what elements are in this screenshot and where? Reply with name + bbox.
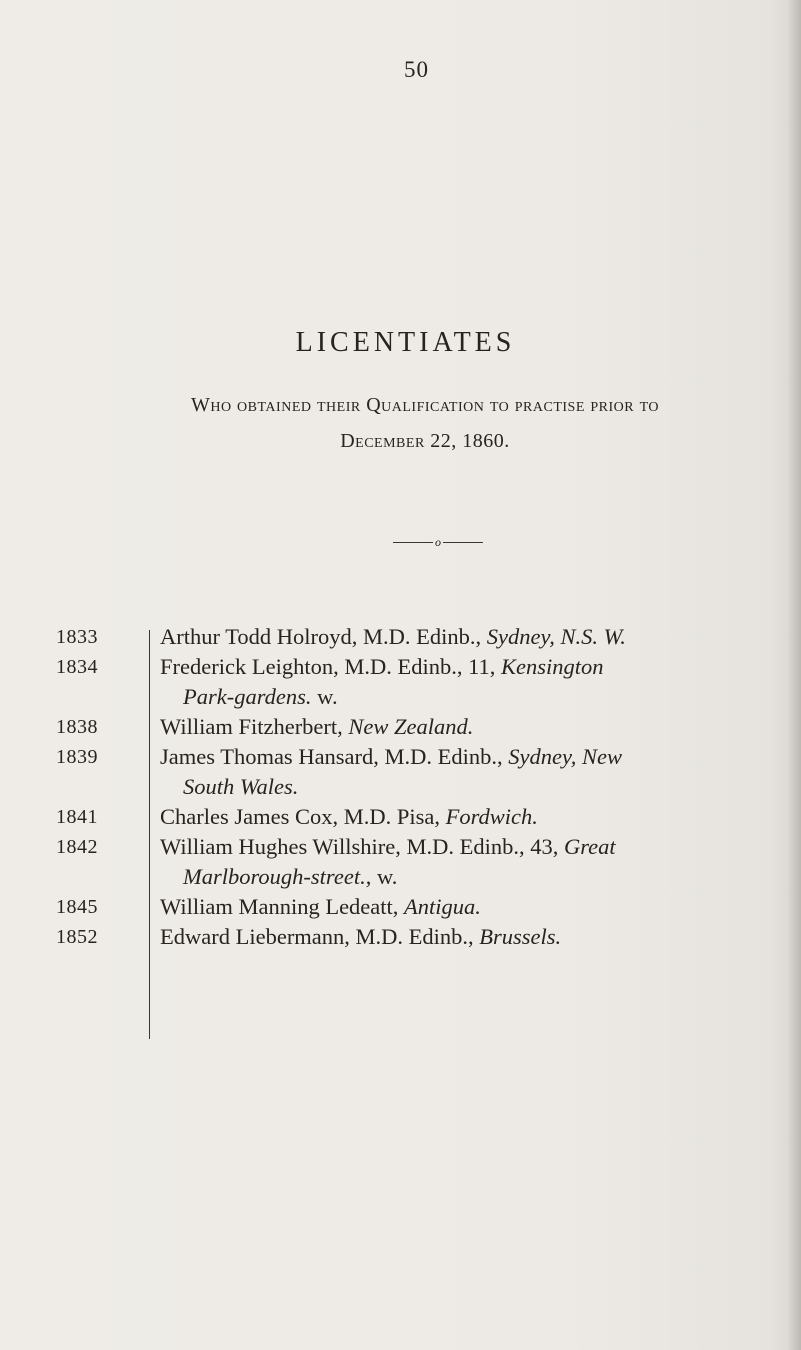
entry-place-cont: South Wales. [183,774,299,799]
entry-year: 1852 [56,926,98,948]
list-item [160,622,626,652]
list-item [160,892,481,922]
list-item [160,832,616,862]
page-number: 50 [404,57,429,82]
entry-year: 1842 [56,836,98,858]
entry-name: William Fitzherbert, [160,714,343,739]
list-item [160,922,561,952]
page-edge-shadow [787,0,801,1350]
entry-year: 1838 [56,716,98,738]
subtitle [90,387,760,459]
entry-name: Edward Liebermann, M.D. Edinb., [160,924,474,949]
list-item [160,742,622,772]
entry-year: 1839 [56,746,98,768]
entry-name: William Manning Ledeatt, [160,894,399,919]
entry-place-cont: Marlborough-street. [183,864,366,889]
entry-place: Brussels. [479,924,562,949]
entry-year: 1834 [56,656,98,678]
ornament-rule-left [393,542,433,543]
entry-name: Arthur Todd Holroyd, M.D. Edinb., [160,624,482,649]
list-item-continuation [183,862,397,892]
entry-place: Fordwich. [445,804,538,829]
list-item-continuation [183,682,338,712]
entry-name: Frederick Leighton, M.D. Edinb., 11, [160,654,496,679]
list-item [160,712,473,742]
entry-tail: , w. [365,864,398,889]
subtitle-line-2: December 22, 1860. [340,430,510,452]
list-item-continuation [183,772,298,802]
ornament-glyph: o [435,535,441,549]
page-title: LICENTIATES [295,327,516,358]
entry-place: Sydney, N.S. W. [486,624,626,649]
entry-place: Kensington [500,654,604,679]
entry-year: 1841 [56,806,98,828]
entry-year: 1833 [56,626,98,648]
column-divider [149,630,150,1039]
entry-place: Sydney, New [508,744,623,769]
entry-year: 1845 [56,896,98,918]
entry-place: Great [564,834,616,859]
entry-tail: w. [311,684,338,709]
entry-name: James Thomas Hansard, M.D. Edinb., [160,744,503,769]
subtitle-line-1: Who obtained their Qualification to practise prior to [190,394,660,416]
section-ornament [393,536,483,548]
entry-place: Antigua. [404,894,481,919]
entry-place: New Zealand. [348,714,474,739]
list-item [160,802,538,832]
entry-place-cont: Park-gardens. [183,684,312,709]
entry-name: Charles James Cox, M.D. Pisa, [160,804,440,829]
list-item [160,652,604,682]
entry-name: William Hughes Willshire, M.D. Edinb., 43, [160,834,559,859]
ornament-rule-right [443,542,483,543]
